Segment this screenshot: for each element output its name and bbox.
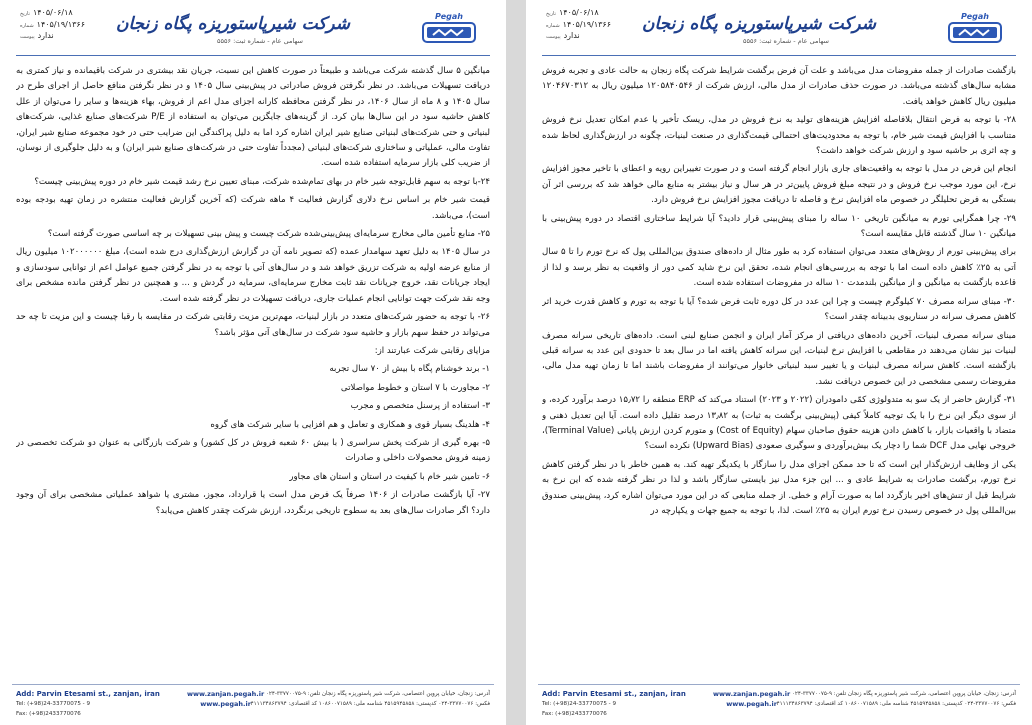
question-24: ۲۴-با توجه به سهم قابل‌توجه شیر خام در بهای تمام‌شده شرکت، مبنای تعیین نرخ رشد قیمت شیر خام در دوره پیش‌بینی چیست؟	[34, 176, 490, 187]
footer-tel: Tel: (+98)24-33770075 - 9	[16, 701, 91, 707]
advantage-item: ۳- استفاده از پرسنل متخصص و مجرب	[350, 401, 490, 412]
number-label: شماره	[20, 22, 34, 29]
answer-30: مبنای سرانه مصرف لبنیات، آخرین داده‌های دریافتی از مرکز آمار ایران و انجمن صنایع لبنی است. داده‌های تاریخی سرانه مصرف لبنیات نیز نشان می‌دهند در مقاطعی با افزایش نرخ لبنیات، این سرانه کاهش یافته اما در سال بعد تا حدودی این عدد به سرانه قبلی بازگشته است. کاهش سرانه مصرف لبنیات و یا تغییر سبد لبنیاتی خانوار می‌توانند از مفروضات باشند اما تا زمان تهیه مدل مالی، مفروضات رسمی مشخصی در این خصوص دریافت نشد.	[542, 330, 1016, 387]
footer-codes-fa: فکس: ۳۳۷۷۰۰۷۶-۰۲۴ کدپستی: ۴۵۱۵۹۴۵۸۵۸ شناسه ملی: ۱۰۸۶۰۰۷۱۵۸۹ کد اقتصادی: ۴۱۱۱۳۴۸۶۳۷۹۴	[250, 701, 490, 707]
header-divider	[542, 55, 1016, 56]
letter-meta	[20, 8, 85, 43]
left-page-body	[16, 64, 490, 659]
advantage-item: ۶- تامین شیر خام با کیفیت در استان و استان های مجاور	[289, 471, 490, 482]
footer-website-link[interactable]: www.pegah.ir	[200, 700, 251, 708]
letter-meta	[546, 8, 611, 43]
footer-website-link[interactable]: www.pegah.ir	[726, 700, 777, 708]
footer-persian-contact	[776, 689, 1016, 709]
header-divider	[16, 55, 490, 56]
footer-english-contact	[542, 689, 686, 719]
company-title	[116, 14, 350, 45]
letter-date: ۱۴۰۵/۰۶/۱۸	[32, 8, 73, 17]
paragraph: میانگین ۵ سال گذشته شرکت می‌باشد و طبیعتاً در صورت کاهش این نسبت، جریان نقد بیشتری در شرکت باقیمانده و نیاز کمتری به دریافت تسهیلات می‌باشد. در نظر نگرفتن فروش صادراتی در پیش‌بینی سال ۱۴۰۵ و در نظر نگرفتن منافع حاصل از اجرای طرح در سال ۱۴۰۵ و ۸ ماه از سال ۱۴۰۶، در نظر گرفتن محافظه کارانه اجزای مدل اعم از فروش، بهاء هزینه‌ها و سایر را می‌توان از علل کاهش حاشیه سود در این سال‌ها بیان کرد. از گزینه‌های جایگزین می‌توان به استفاده از P/E شرکت‌های صنایع غذایی، شرکت‌های لبنیاتی و حتی شرکت‌های لبنیاتی صنایع شیر ایران اشاره کرد اما به دلیل پراکندگی این ضرایب حتی در خود مجموعه صنایع شیر ایران، تفاوت مالی، عملیاتی و ساختاری شرکت‌های لبنیاتی (مجدداً تفاوت حتی در شرکت‌های صنایع شیر ایران) و به دلیل جلوگیری از نوسان، از ضریب کلی بازار سرمایه استفاده شده است.	[16, 66, 490, 169]
footer-fax: Fax: (+98)2433770076	[542, 711, 607, 717]
footer-tel: Tel: (+98)24-33770075 - 9	[542, 701, 617, 707]
paragraph: بازگشت صادرات از جمله مفروضات مدل می‌باشد و علت آن فرض برگشت شرایط شرکت پگاه زنجان به حالت عادی و تجربه فروش مشابه سال‌های گذشته می‌باشد. در صورت حذف صادرات از مدل مالی، ارزش شرکت از ۱۲۰۵۸۴۰۵۴۶ میلیون ریال به ۱۲۰۴۶۷۰۳۱۲ میلیون ریال کاهش خواهد یافت.	[542, 66, 1016, 107]
pegah-logo-icon	[420, 10, 478, 44]
page-gutter	[506, 0, 526, 725]
company-name: شرکت شیرپاستوریزه پگاه زنجان	[116, 14, 350, 34]
question-28: ۲۸- با توجه به فرض انتقال بلافاصله افزایش هزینه‌های تولید به نرخ فروش در مدل، ریسک تأخیر یا عدم امکان تعدیل نرخ فروش متناسب با افزایش قیمت شیر خام، با توجه به محدودیت‌های احتمالی قیمت‌گذاری در صنعت لبنیات، چگونه در ارزش‌گذاری لحاظ شده و چه اثری بر حاشیه سود و ارزش شرکت خواهد داشت؟	[542, 115, 1016, 157]
answer-29: برای پیش‌بینی تورم از روش‌های متعدد می‌توان استفاده کرد به طور مثال از داده‌های صندوق بین‌المللی پول که نرخ تورم را تا ۵ سال آتی به ۲۵٪ کاهش داده است اما با توجه به بررسی‌های انجام شده، تحقق این نرخ شاید کمی دور از واقعیت به نظر برسد و لذا از قاعده بازگشت به میانگین و از میانگین بلندمدت ۱۰ ساله در مفروضات استفاده شده است.	[542, 247, 1016, 289]
advantage-item: ۱- برند خوشنام پگاه با بیش از ۷۰ سال تجربه	[329, 364, 490, 375]
attachment-label: پیوست	[546, 34, 561, 40]
footer-address-en: Add: Parvin Etesami st., zanjan, iran	[16, 690, 160, 698]
attachment-label: پیوست	[20, 34, 35, 40]
footer-address-fa: آدرس: زنجان، خیابان پروین اعتصامی، شرکت شیر پاستوریزه پگاه زنجان تلفن: ۹-۳۳۷۷۰۰۷۵-۰۲۴	[265, 691, 490, 697]
question-27: ۲۷- آیا بازگشت صادرات از ۱۴۰۶ صرفاً یک فرض مدل است یا قرارداد، مجوز، مشتری یا شواهد عملیاتی مشخصی برای آن وجود دارد؟ اگر صادرات سال‌های بعد به سطوح تاریخی برنگردد، ارزش شرکت چقدر کاهش می‌یابد؟	[16, 490, 490, 516]
question-29: ۲۹- چرا همگرایی تورم به میانگین تاریخی ۱۰ ساله را مبنای پیش‌بینی قرار دادید؟ آیا شرایط ساختاری اقتصاد در دوره پیش‌بینی با میانگین ۱۰ سال گذشته قابل مقایسه است؟	[542, 213, 1016, 240]
answer-28: انجام این فرض در مدل با توجه به واقعیت‌های جاری بازار انجام گرفته است و در صورت تغییراین رویه و اعطای با تاخیر مجوز افزایش نرخ، این مورد موجب نرخ فروش و در نتیجه مبلغ فروش پایین‌تر در هر سال و نیاز بیشتر به منابع مالی خواهد شد که بررسی اثر آن بستگی به فرض تحلیلگر در خصوص ماه افزایش نرخ و فاصله تا دریافت مجوز افزایش نرخ فروش دارد.	[542, 164, 1016, 206]
question-30: ۳۰- مبنای سرانه مصرف ۷۰ کیلوگرم چیست و چرا این عدد در کل دوره ثابت فرض شده؟ آیا با توجه به تورم و کاهش قدرت خرید اثر کاهش مصرف سرانه در سناریوی بدبینانه چقدر است؟	[542, 296, 1016, 323]
question-26: ۲۶- با توجه به حضور شرکت‌های متعدد در بازار لبنیات، مهم‌ترین مزیت رقابتی شرکت در مقایسه با رقبا چیست و این مزیت تا چه حد می‌تواند در حفظ سهم بازار و حاشیه سود شرکت در سال‌های آتی مؤثر باشد؟	[16, 312, 490, 338]
footer-address-en: Add: Parvin Etesami st., zanjan, iran	[542, 690, 686, 698]
footer-english-contact	[16, 689, 160, 719]
footer-website-link[interactable]: www.zanjan.pegah.ir	[713, 690, 791, 698]
left-page	[0, 0, 506, 725]
letter-number: ۱۴۰۵/۱۹/۱۳۶۶	[562, 19, 611, 29]
left-page-footer	[12, 684, 494, 723]
question-25: ۲۵- منابع تأمین مالی مخارج سرمایه‌ای پیش‌بینی‌شده شرکت چیست و پیش بینی تسهیلات بر چه اساسی صورت گرفته است؟	[47, 229, 490, 240]
right-page	[526, 0, 1032, 725]
date-label: تاریخ	[20, 11, 30, 17]
advantage-item: ۵- بهره گیری از شرکت پخش سراسری ( با بیش ۶۰ شعبه فروش در کل کشور) و شرکت بازرگانی به عنوان دو شرکت تخصصی در زمینه فروش محصولات داخلی و صادرات	[16, 437, 490, 464]
logo-wordmark: Pegah	[435, 12, 463, 21]
footer-website-link[interactable]: www.zanjan.pegah.ir	[187, 690, 265, 698]
advantages-heading: مزایای رقابتی شرکت عبارتند از:	[374, 345, 490, 356]
letter-attachment: ندارد	[37, 31, 54, 40]
right-page-body	[542, 64, 1016, 659]
company-name: شرکت شیرپاستوریزه پگاه زنجان	[642, 14, 876, 34]
letter-number: ۱۴۰۵/۱۹/۱۳۶۶	[36, 19, 85, 29]
logo-wordmark: Pegah	[961, 12, 989, 21]
letter-attachment: ندارد	[563, 31, 580, 40]
company-registration: سهامی عام - شماره ثبت: ۵۵۵۶	[743, 37, 829, 45]
footer-address-fa: آدرس: زنجان، خیابان پروین اعتصامی، شرکت شیر پاستوریزه پگاه زنجان تلفن: ۹-۳۳۷۷۰۰۷۵-۰۲۴	[791, 691, 1016, 697]
right-page-footer	[538, 684, 1020, 723]
date-label: تاریخ	[546, 11, 556, 17]
company-title	[642, 14, 876, 45]
right-page-header	[526, 0, 1032, 62]
answer-24: قیمت شیر خام بر اساس نرخ دلاری گزارش فعالیت ۴ ماهه شرکت (که آخرین گزارش فعالیت منتشره در زمان تهیه بودجه بوده است)، می‌باشد.	[16, 195, 490, 221]
letter-date: ۱۴۰۵/۰۶/۱۸	[558, 8, 599, 17]
question-31: ۳۱- گزارش حاضر از یک سو به متدولوژی کمّی دامودران (۲۰۲۲ و ۲۰۲۳) استناد می‌کند که ERP منطقه را ۱۵٫۷۲ درصد برآورد کرده، و از سوی دیگر این نرخ را با یک توجیه کاملاً کیفی (پیش‌بینی برگشت به ثبات) به ۱۳٫۸۲ درصد تقلیل داده است. آیا این تعدیل ذهنی و متضاد با واقعیات بازار، با کاهش دادن هزینه حقوق صاحبان سهام (Cost of Equity) و متورم کردن ارزش پایانی (Terminal Value)، خروجی نهایی مدل DCF شما را دچار یک بیش‌برآوردی و سوگیری صعودی (Upward Bias) نکرده است؟	[542, 395, 1016, 452]
left-page-header	[0, 0, 506, 62]
company-registration: سهامی عام - شماره ثبت: ۵۵۵۶	[217, 37, 303, 45]
footer-fax: Fax: (+98)2433770076	[16, 711, 81, 717]
advantage-item: ۴- هلدینگ بسیار قوی و همکاری و تعامل و هم افزایی با سایر شرکت های گروه	[210, 419, 490, 430]
answer-31: یکی از وظایف ارزش‌گذار این است که تا حد ممکن اجزای مدل را سازگار با یکدیگر تهیه کند. به همین خاطر با در نظر گرفتن کاهش نرخ تورم، برگشت صادرات به شرایط عادی و ... این جزء مدل نیز بایستی سازگار باشد و لذا در نظر گرفته شده که این نرخ به شرایط قبل از تنش‌های اخیر بازگردد اما به صورت آرام و خطی. از جمله منابعی که در این مورد می‌توان اشاره کرد، پیش‌بینی صندوق بین‌المللی پول در خصوص رسیدن نرخ تورم ایران به ۲۵٪ است. لذا، با توجه به جمیع جهات و یکپارچه در	[542, 459, 1016, 516]
footer-codes-fa: فکس: ۳۳۷۷۰۰۷۶-۰۲۴ کدپستی: ۴۵۱۵۹۴۵۸۵۸ شناسه ملی: ۱۰۸۶۰۰۷۱۵۸۹ کد اقتصادی: ۴۱۱۱۳۴۸۶۳۷۹۴	[776, 701, 1016, 707]
advantage-item: ۲- مجاورت با ۷ استان و خطوط مواصلاتی	[340, 382, 490, 393]
pegah-logo-icon	[946, 10, 1004, 44]
footer-persian-contact	[250, 689, 490, 709]
number-label: شماره	[546, 22, 560, 29]
answer-25: در سال ۱۴۰۵ به دلیل تعهد سهامدار عمده (که تصویر نامه آن در گزارش ارزش‌گذاری درج شده است)، مبلغ ۱۰۲۰۰۰۰۰۰ میلیون ریال از منابع عرضه اولیه به شرکت تزریق خواهد شد و در سال‌های آتی با توجه به در نظر گرفتن جمیع عوامل اعم از توانایی سودسازی و ایجاد جریانات نقد، خروج جریانات نقد ثابت مخارج سرمایه‌ای، سرمایه در گردش و ... و همچنین در نظر گرفتن مانده مشخص برای وجه نقد شرکت جهت توانایی انجام عملیات جاری، دریافت تسهیلات در نظر گرفته شده است.	[16, 247, 490, 304]
